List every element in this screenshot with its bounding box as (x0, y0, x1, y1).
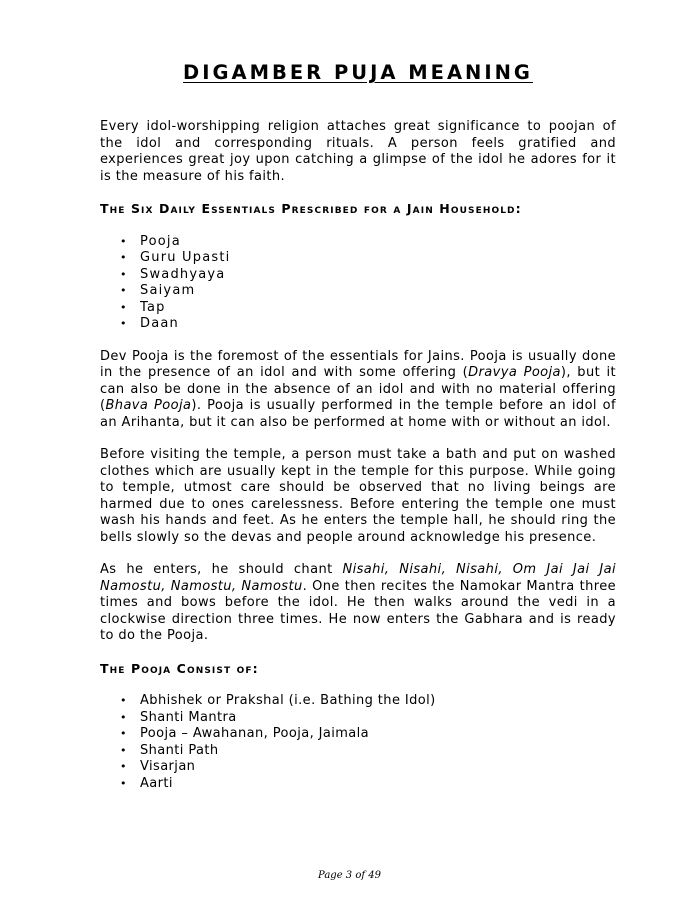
dev-pooja-text: ), but it can also be done in the absence of an idol and with no material offering ( (100, 365, 616, 413)
list-item: • Aarti (120, 776, 616, 793)
page-number-footer: Page 3 of 49 (318, 870, 381, 881)
chant-rest-text: . One then recites the Namokar Mantra three times and bows before the idol. He then walks around the vedi in a clockwise direction three times. He now enters the Gabhara and is ready to do the Pooja. (100, 578, 616, 643)
list-item: • Shanti Path (120, 743, 616, 760)
essentials-list (100, 234, 616, 333)
list-item: • Saiyam (120, 283, 616, 300)
list-item: • Shanti Mantra (120, 710, 616, 727)
list-item: • Visarjan (120, 759, 616, 776)
document-page (100, 58, 616, 808)
chant-intro-text: As he enters, he should chant (100, 562, 343, 577)
list-item: • Pooja – Awahanan, Pooja, Jaimala (120, 726, 616, 743)
dev-pooja-text: Dev Pooja is the foremost of the essentials for Jains. Pooja is usually done in the presence of an idol and with some offering ( (100, 348, 616, 380)
dev-pooja-paragraph (100, 349, 616, 432)
chant-paragraph (100, 562, 616, 645)
bhava-pooja-term: Bhava Pooja (105, 398, 192, 413)
dravya-pooja-term: Dravya Pooja (468, 365, 561, 380)
list-item: • Pooja (120, 234, 616, 251)
list-item: • Swadhyaya (120, 267, 616, 284)
pooja-parts-list (100, 693, 616, 792)
pooja-heading: The Pooja Consist of: (100, 660, 259, 676)
list-item: • Daan (120, 316, 616, 333)
list-item: • Abhishek or Prakshal (i.e. Bathing the Idol) (120, 693, 616, 710)
dev-pooja-text: ). Pooja is usually performed in the temple before an idol of an Arihanta, but it can also be performed at home with or without an idol. (100, 398, 616, 430)
list-item: • Guru Upasti (120, 250, 616, 267)
temple-visit-paragraph: Before visiting the temple, a person must take a bath and put on washed clothes which are usually kept in the temple for this purpose. While going to temple, utmost care should be observed that no living beings are harmed due to ones carelessness. Before entering the temple one must wash his hands and feet. As he enters the temple hall, he should ring the bells slowly so the devas and people around acknowledge his presence. (100, 447, 616, 545)
essentials-heading: The Six Daily Essentials Prescribed for a Jain Household: (100, 201, 522, 216)
chant-text: Nisahi, Nisahi, Nisahi, Om Jai Jai Jai Namostu, Namostu, Namostu (100, 562, 616, 594)
page-title: DIGAMBER PUJA MEANING (183, 61, 533, 84)
list-item: • Tap (120, 300, 616, 317)
intro-paragraph: Every idol-worshipping religion attaches great significance to poojan of the idol and corresponding rituals. A person feels gratified and experiences great joy upon catching a glimpse of the idol he adores for it is the measure of his faith. (100, 119, 616, 184)
